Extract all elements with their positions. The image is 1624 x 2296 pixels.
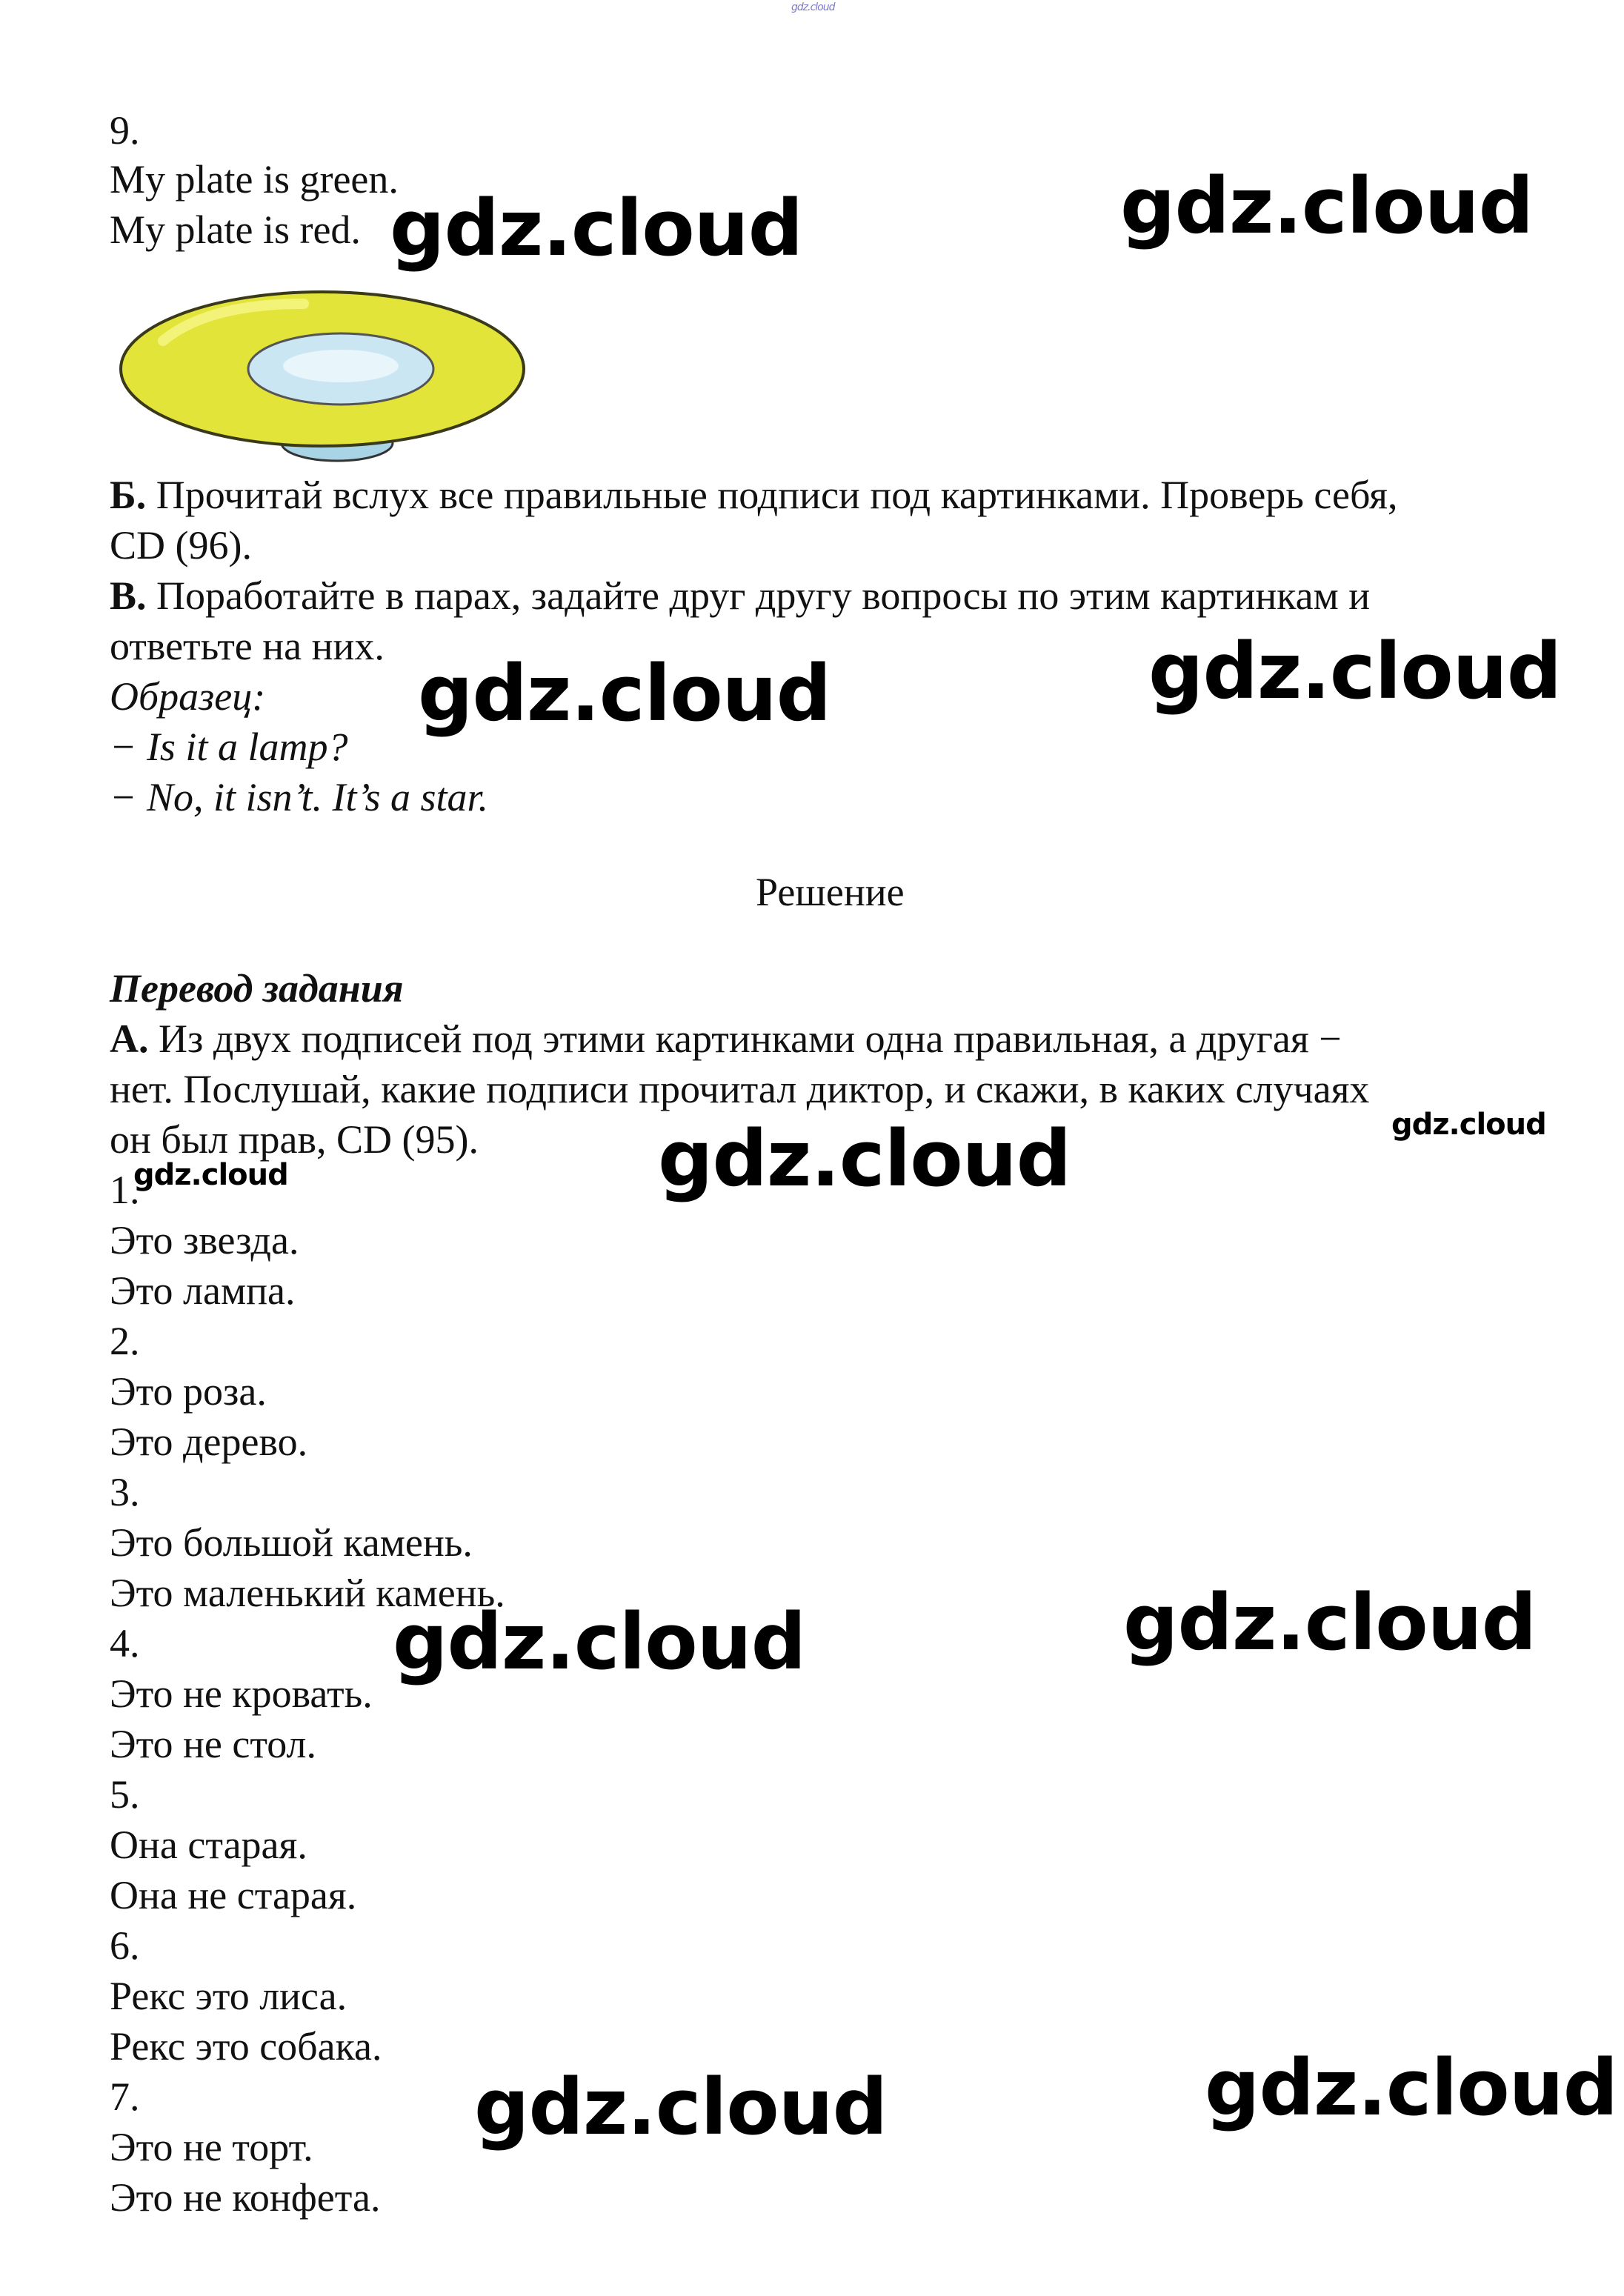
task-v-line-1 <box>110 570 1370 621</box>
watermark: gdz.cloud <box>1123 1577 1537 1668</box>
exercise-number: 9. <box>110 108 140 153</box>
watermark: gdz.cloud <box>1205 2043 1618 2133</box>
item-line-b: Это лампа. <box>110 1268 296 1313</box>
translation-line-1 <box>110 1014 1342 1064</box>
item-number: 3. <box>110 1470 140 1514</box>
item-line-b: Она не старая. <box>110 1873 357 1917</box>
task-b-marker: Б. <box>110 473 147 517</box>
task-v-text: Поработайте в парах, задайте друг другу вопросы по этим картинкам и <box>156 573 1371 618</box>
item-line-b: Это маленький камень. <box>110 1571 505 1615</box>
watermark: gdz.cloud <box>418 648 831 739</box>
exercise-line-1: My plate is green. <box>110 157 399 202</box>
item-number: 7. <box>110 2074 140 2119</box>
translation-text-1: Из двух подписей под этими картинками одна правильная, а другая − <box>159 1016 1342 1061</box>
item-number: 6. <box>110 1923 140 1968</box>
item-line-b: Это не конфета. <box>110 2175 381 2220</box>
watermark: gdz.cloud <box>393 1597 806 1687</box>
item-number: 5. <box>110 1772 140 1817</box>
item-number: 2. <box>110 1319 140 1363</box>
item-number: 4. <box>110 1621 140 1666</box>
watermark-top-tiny: gdz.cloud <box>791 1 835 13</box>
translation-line-3: он был прав, CD (95). <box>110 1117 479 1162</box>
translation-marker: А. <box>110 1016 149 1061</box>
watermark: gdz.cloud <box>1148 626 1562 716</box>
item-line-a: Она старая. <box>110 1823 307 1867</box>
sample-label: Образец: <box>110 674 266 719</box>
watermark: gdz.cloud <box>474 2062 888 2152</box>
watermark-small: gdz.cloud <box>1391 1108 1546 1142</box>
item-number: 1. <box>110 1168 140 1212</box>
task-v-marker: В. <box>110 573 147 618</box>
task-b-text: Прочитай вслух все правильные подписи под картинками. Проверь себя, <box>156 473 1398 517</box>
item-line-b: Рекс это собака. <box>110 2024 382 2069</box>
solution-heading: Решение <box>756 870 905 914</box>
exercise-line-2: My plate is red. <box>110 207 361 252</box>
watermark: gdz.cloud <box>1120 161 1534 251</box>
translation-heading: Перевод задания <box>110 966 404 1011</box>
task-b-line-2: CD (96). <box>110 523 252 568</box>
watermark: gdz.cloud <box>658 1114 1071 1204</box>
item-line-a: Это звезда. <box>110 1218 299 1262</box>
translation-line-2: нет. Послушай, какие подписи прочитал диктор, и скажи, в каких случаях <box>110 1067 1370 1111</box>
item-line-b: Это дерево. <box>110 1420 308 1464</box>
item-line-a: Это большой камень. <box>110 1520 473 1565</box>
item-line-b: Это не стол. <box>110 1722 316 1766</box>
watermark: gdz.cloud <box>390 183 803 273</box>
item-line-a: Это роза. <box>110 1369 267 1414</box>
item-line-a: Это не кровать. <box>110 1671 373 1716</box>
sample-answer: − No, it isn’t. It’s a star. <box>110 775 489 819</box>
item-line-a: Это не торт. <box>110 2125 313 2169</box>
sample-question: − Is it a lamp? <box>110 725 348 769</box>
watermark-small: gdz.cloud <box>133 1158 288 1192</box>
task-v-line-2: ответьте на них. <box>110 624 385 668</box>
task-b-line-1 <box>110 470 1398 520</box>
item-line-a: Рекс это лиса. <box>110 1974 347 2018</box>
plate-image <box>119 274 541 474</box>
